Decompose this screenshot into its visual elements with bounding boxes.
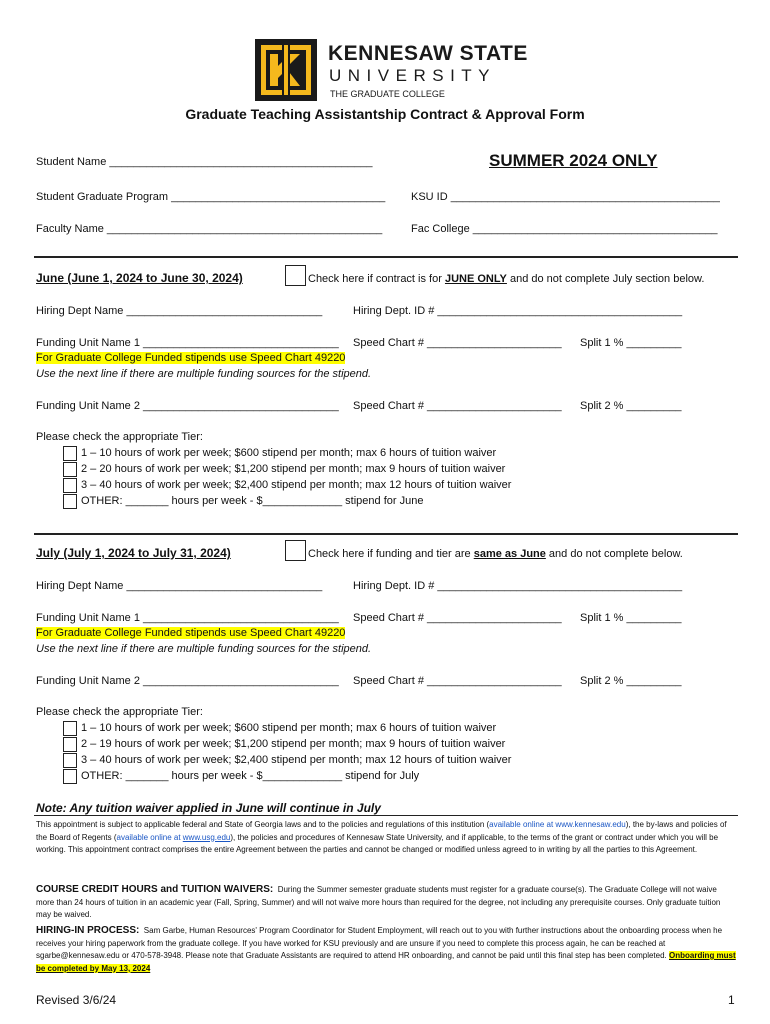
- june-tier-checkbox-2[interactable]: [63, 462, 77, 477]
- hiring-process-paragraph: HIRING-IN PROCESS: Sam Garbe, Human Resources' Program Coordinator for Student Employment, will reach out to you with further instructions about the onboarding process when he receives your hiring paperwork from the graduate college. If you have worked for KSU previously and are unsure if you need to complete this process again, he can be reached at sgarbe@kennesaw.edu or 470-578-3948. Please note that Graduate Assistants are required to attend HR onboarding, and cannot be paid until this final step has been completed. Onboarding must be completed by May 13, 2024: [36, 925, 736, 973]
- july-tier-label-2: 2 – 19 hours of work per week; $1,200 stipend per month; max 9 hours of tuition waiver: [81, 738, 506, 750]
- july-funding1-field[interactable]: Funding Unit Name 1 ________________________________: [36, 612, 339, 624]
- revised-date: Revised 3/6/24: [36, 993, 117, 1007]
- ksu-logo: [252, 36, 528, 104]
- form-title: Graduate Teaching Assistantship Contract & Approval Form: [185, 106, 585, 122]
- june-speed2-field[interactable]: Speed Chart # ______________________: [353, 400, 562, 412]
- logo-line1: KENNESAW STATE: [328, 42, 528, 65]
- june-tier-label-1: 1 – 10 hours of work per week; $600 stipend per month; max 6 hours of tuition waiver: [81, 447, 497, 459]
- june-multiple-sources-note: Use the next line if there are multiple funding sources for the stipend.: [36, 368, 372, 380]
- july-tier-checkbox-1[interactable]: [63, 721, 77, 736]
- june-tier-checkbox-3[interactable]: [63, 478, 77, 493]
- july-tier-prompt: Please check the appropriate Tier:: [36, 706, 203, 718]
- legal-paragraph: This appointment is subject to applicable federal and State of Georgia laws and to the policies and regulations of this institution (available online at www.kennesaw.edu), the by-laws and policies of the Board of Regents (available online at www.usg.edu), the policies and procedures of Kennesaw State University, and if applicable, to the terms of the grant or contract under which you will be working. This appointment contract comprises the entire Agreement between the parties and cannot be changed or modified unless agreed to in writing by all the parties to this Agreement.: [36, 820, 727, 854]
- june-heading: June (June 1, 2024 to June 30, 2024): [36, 271, 243, 285]
- june-tier-checkbox-1[interactable]: [63, 446, 77, 461]
- kennesaw-policies-link[interactable]: available online at www.kennesaw.edu: [489, 820, 626, 829]
- june-speed-chart-note: For Graduate College Funded stipends use Speed Chart 49220: [36, 352, 346, 364]
- july-tier-label-1: 1 – 10 hours of work per week; $600 stipend per month; max 6 hours of tuition waiver: [81, 722, 497, 734]
- july-heading: July (July 1, 2024 to July 31, 2024): [36, 546, 231, 560]
- june-tier-label-other: OTHER: _______ hours per week - $_____________ stipend for June: [81, 495, 424, 507]
- june-split1-field[interactable]: Split 1 % _________: [580, 337, 682, 349]
- ksu-emblem-icon: [252, 36, 320, 104]
- usg-link[interactable]: www.usg.edu: [182, 832, 231, 842]
- july-tier-label-3: 3 – 40 hours of work per week; $2,400 stipend per month; max 12 hours of tuition waiver: [81, 754, 512, 766]
- june-hiring-dept-field[interactable]: Hiring Dept Name ________________________________: [36, 305, 323, 317]
- ksu-id-field[interactable]: KSU ID ____________________________________________: [411, 191, 720, 203]
- logo-line3: THE GRADUATE COLLEGE: [330, 89, 445, 99]
- fac-college-field[interactable]: Fac College ________________________________________: [411, 223, 718, 235]
- divider: [34, 256, 738, 258]
- page-number: 1: [728, 993, 735, 1007]
- same-as-june-label: Check here if funding and tier are same as June and do not complete below.: [308, 548, 683, 560]
- june-tier-checkbox-other[interactable]: [63, 494, 77, 509]
- july-tier-checkbox-other[interactable]: [63, 769, 77, 784]
- july-split2-field[interactable]: Split 2 % _________: [580, 675, 682, 687]
- course-credit-paragraph: COURSE CREDIT HOURS and TUITION WAIVERS: During the Summer semester graduate students must register for a graduate course(s). The Graduate College will not waive more than 24 hours of tuition in an academic year (Fall, Spring, Summer) and will not waive more hours than required for the degree, not including any prerequisite courses. Only graduate tuition may be waived.: [36, 884, 721, 919]
- june-split2-field[interactable]: Split 2 % _________: [580, 400, 682, 412]
- june-hiring-dept-id-field[interactable]: Hiring Dept. ID # ________________________________________: [353, 305, 683, 317]
- july-speed1-field[interactable]: Speed Chart # ______________________: [353, 612, 562, 624]
- july-speed-chart-note: For Graduate College Funded stipends use Speed Chart 49220: [36, 627, 346, 639]
- student-program-field[interactable]: Student Graduate Program ___________________________________: [36, 191, 386, 203]
- june-only-label: Check here if contract is for JUNE ONLY and do not complete July section below.: [308, 273, 705, 285]
- tuition-waiver-note: Note: Any tuition waiver applied in June will continue in July: [36, 801, 381, 815]
- logo-line2: UNIVERSITY: [329, 66, 497, 85]
- divider: [34, 815, 738, 816]
- usg-link-prefix[interactable]: available online at: [116, 832, 183, 842]
- june-funding1-field[interactable]: Funding Unit Name 1 ________________________________: [36, 337, 339, 349]
- july-tier-checkbox-3[interactable]: [63, 753, 77, 768]
- july-tier-checkbox-2[interactable]: [63, 737, 77, 752]
- july-tier-label-other: OTHER: _______ hours per week - $_____________ stipend for July: [81, 770, 420, 782]
- july-speed2-field[interactable]: Speed Chart # ______________________: [353, 675, 562, 687]
- july-hiring-dept-id-field[interactable]: Hiring Dept. ID # ________________________________________: [353, 580, 683, 592]
- student-name-field[interactable]: Student Name ___________________________________________: [36, 156, 373, 168]
- july-split1-field[interactable]: Split 1 % _________: [580, 612, 682, 624]
- june-tier-label-3: 3 – 40 hours of work per week; $2,400 stipend per month; max 12 hours of tuition waiver: [81, 479, 512, 491]
- june-tier-prompt: Please check the appropriate Tier:: [36, 431, 203, 443]
- june-tier-label-2: 2 – 20 hours of work per week; $1,200 stipend per month; max 9 hours of tuition waiver: [81, 463, 506, 475]
- june-speed1-field[interactable]: Speed Chart # ______________________: [353, 337, 562, 349]
- june-only-checkbox[interactable]: [285, 265, 306, 286]
- semester-banner: SUMMER 2024 ONLY: [489, 151, 658, 170]
- june-funding2-field[interactable]: Funding Unit Name 2 ________________________________: [36, 400, 339, 412]
- faculty-name-field[interactable]: Faculty Name _____________________________________________: [36, 223, 383, 235]
- july-funding2-field[interactable]: Funding Unit Name 2 ________________________________: [36, 675, 339, 687]
- divider: [34, 533, 738, 535]
- same-as-june-checkbox[interactable]: [285, 540, 306, 561]
- july-hiring-dept-field[interactable]: Hiring Dept Name ________________________________: [36, 580, 323, 592]
- july-multiple-sources-note: Use the next line if there are multiple funding sources for the stipend.: [36, 643, 372, 655]
